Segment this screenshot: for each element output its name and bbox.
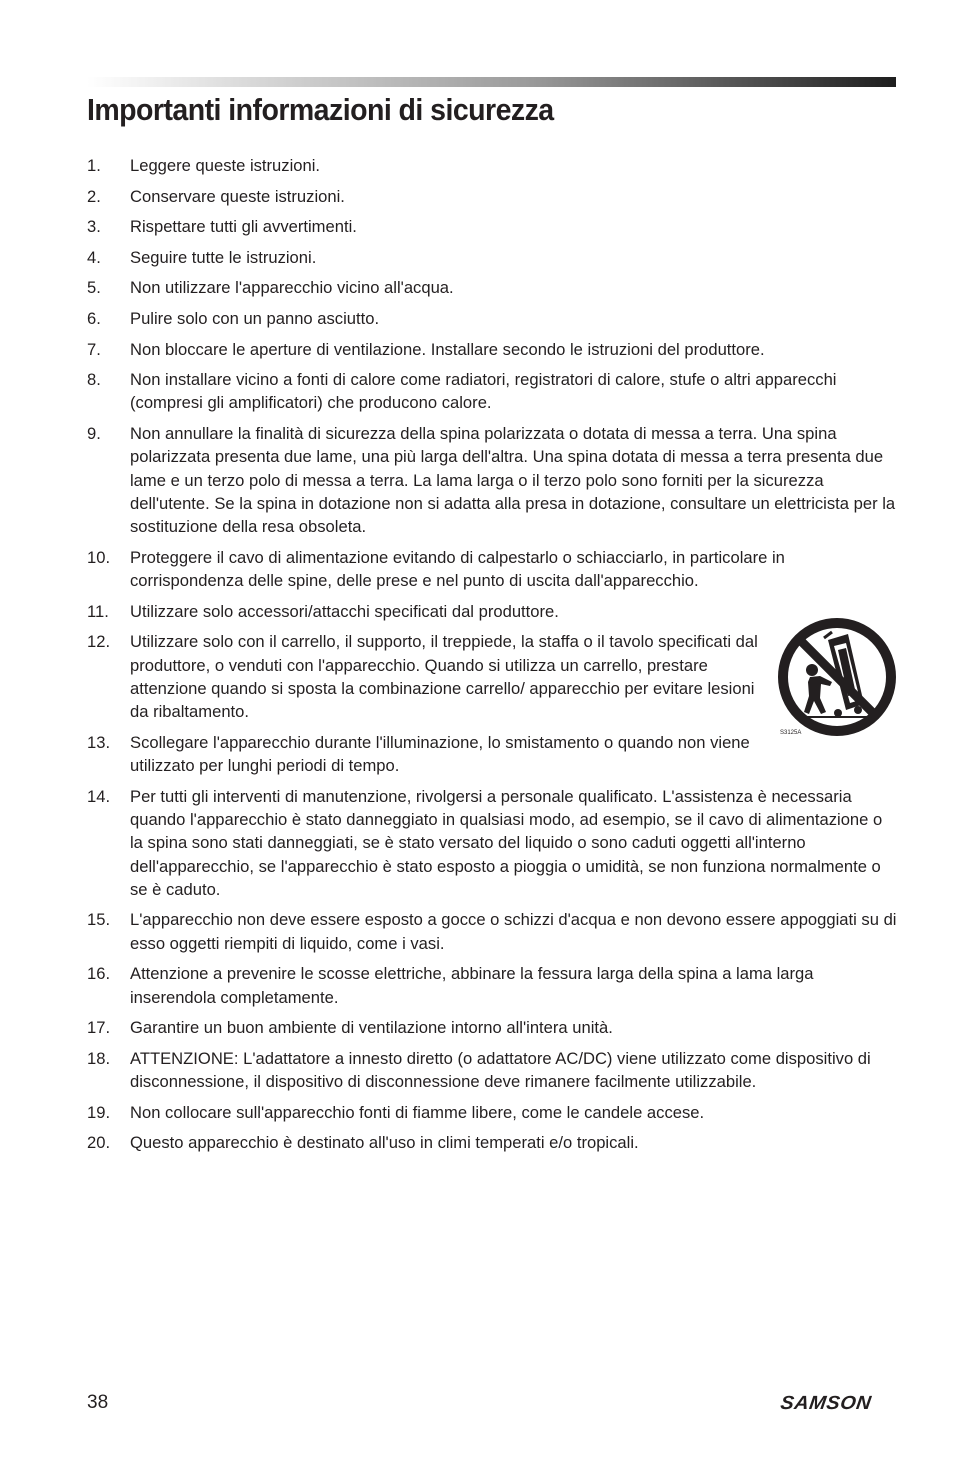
item-number: 13. <box>87 732 111 752</box>
cart-tip-over-warning-icon <box>776 616 898 740</box>
item-text: Utilizzare solo con il carrello, il supporto, il treppiede, la staffa o il tavolo specificati dal produttore, o venduti con l'apparecchio. Quando si utilizza un carrello, prestare attenzione quando si sposta la combinazione carrello/ apparecchio per evitare lesioni da ribaltamento. <box>130 632 758 722</box>
list-item <box>87 215 897 238</box>
item-number: 10. <box>87 547 111 567</box>
samson-logo: SAMSON <box>779 1393 873 1414</box>
item-number: 19. <box>87 1102 111 1122</box>
item-text: Leggere queste istruzioni. <box>130 156 321 175</box>
list-item <box>87 338 897 361</box>
item-number: 8. <box>87 370 101 390</box>
item-text: Scollegare l'apparecchio durante l'illuminazione, lo smistamento o quando non viene utilizzato per lunghi periodi di tempo. <box>130 732 750 776</box>
item-text: Pulire solo con un panno asciutto. <box>130 308 380 328</box>
item-number: 7. <box>87 339 101 359</box>
item-number: 6. <box>87 308 101 328</box>
item-text: Per tutti gli interventi di manutenzione, rivolgersi a personale qualificato. L'assistenza è necessaria quando l'apparecchio è stato danneggiato in qualsiasi modo, ad esempio, se il cavo di alimentazione o la spina sono stati danneggiati, se è stato versato del liquido o sono caduti oggetti all'interno dell'apparecchio, se l'apparecchio è stato esposto a pioggia o umidità, se non funziona normalmente o se è caduto. <box>130 786 883 899</box>
item-text: ATTENZIONE: L'adattatore a innesto diretto (o adattatore AC/DC) viene utilizzato come dispositivo di disconnessione, il dispositivo di disconnessione deve rimanere facilmente utilizzabile. <box>130 1048 871 1092</box>
item-number: 17. <box>87 1018 111 1038</box>
item-number: 3. <box>87 217 101 237</box>
list-item <box>87 307 897 330</box>
page-title: Importanti informazioni di sicurezza <box>87 92 554 127</box>
item-text: Non bloccare le aperture di ventilazione. Installare secondo le istruzioni del produttore. <box>130 339 765 359</box>
list-item <box>87 246 897 269</box>
list-item <box>87 1047 897 1094</box>
list-item <box>87 422 897 538</box>
item-number: 12. <box>87 632 111 652</box>
list-item <box>87 1101 897 1124</box>
item-number: 16. <box>87 964 111 984</box>
item-text: Non utilizzare l'apparecchio vicino all'acqua. <box>130 278 454 298</box>
list-item <box>87 276 897 299</box>
item-number: 1. <box>87 156 101 175</box>
list-item <box>87 785 897 901</box>
item-text: Proteggere il cavo di alimentazione evitando di calpestarlo o schiacciarlo, in particolare in corrispondenza delle spine, delle prese e nel punto di uscita dall'apparecchio. <box>130 547 785 591</box>
list-item <box>87 368 897 415</box>
item-text: Non annullare la finalità di sicurezza della spina polarizzata o dotata di messa a terra. Una spina polarizzata presenta due lame, una più larga dell'altra. Una spina dotata di messa a terra presenta due lame e un terzo polo di messa a terra. La lama larga o il terzo polo sono forniti per la sicurezza dell'utente. Se la spina in dotazione non si adatta alla presa in dotazione, consultare un elettricista per la sostituzione della resa obsoleta. <box>130 424 896 537</box>
item-text: Attenzione a prevenire le scosse elettriche, abbinare la fessura larga della spina a lama larga inserendola completamente. <box>130 964 814 1007</box>
item-text: Conservare queste istruzioni. <box>130 186 345 206</box>
item-text: Rispettare tutti gli avvertimenti. <box>130 217 357 237</box>
item-text: L'apparecchio non deve essere esposto a gocce o schizzi d'acqua e non devono essere appoggiati su di esso oggetti riempiti di liquido, come i vasi. <box>130 910 897 953</box>
item-number: 15. <box>87 910 111 930</box>
item-number: 4. <box>87 247 101 267</box>
item-number: 14. <box>87 786 111 806</box>
item-number: 9. <box>87 424 101 444</box>
list-item <box>87 1016 897 1039</box>
item-text: Non installare vicino a fonti di calore come radiatori, registratori di calore, stufe o altri apparecchi (compresi gli amplificatori) che producono calore. <box>130 370 837 413</box>
page-number: 38 <box>87 1392 109 1413</box>
list-item <box>87 546 897 593</box>
item-number: 18. <box>87 1048 111 1068</box>
item-text: Garantire un buon ambiente di ventilazione intorno all'intera unità. <box>130 1018 613 1038</box>
item-number: 11. <box>87 601 109 621</box>
list-item <box>87 154 897 177</box>
item-text: Seguire tutte le istruzioni. <box>130 247 317 267</box>
item-text: Non collocare sull'apparecchio fonti di fiamme libere, come le candele accese. <box>130 1102 705 1122</box>
header-gradient-bar <box>87 77 896 87</box>
item-text: Utilizzare solo accessori/attacchi specificati dal produttore. <box>130 601 559 621</box>
list-item <box>87 962 897 1009</box>
list-item <box>87 185 897 208</box>
item-text: Questo apparecchio è destinato all'uso in climi temperati e/o tropicali. <box>130 1133 639 1153</box>
item-number: 20. <box>87 1133 111 1153</box>
list-item <box>87 908 897 955</box>
item-number: 2. <box>87 186 101 206</box>
figure-code: S3125A <box>780 730 802 736</box>
item-number: 5. <box>87 278 101 298</box>
list-item <box>87 1131 897 1154</box>
